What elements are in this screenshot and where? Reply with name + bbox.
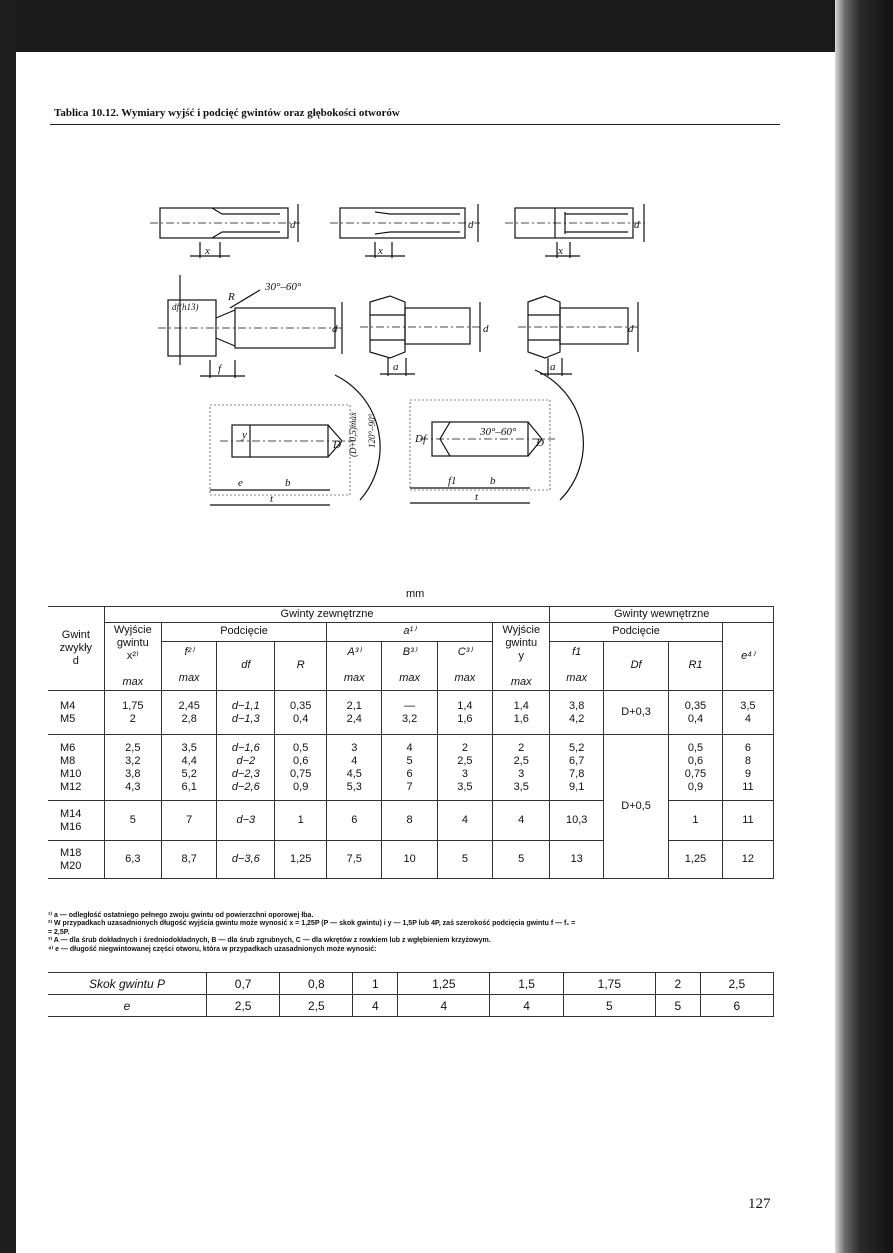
cell-f1: 3,8 4,2 — [550, 691, 604, 735]
cell-C: 5 — [437, 841, 492, 879]
label-a-1: a — [393, 361, 399, 373]
cell-d: M6 M8 M10 M12 — [48, 735, 104, 801]
cell-R1: 0,35 0,4 — [669, 691, 723, 735]
label-b-2: b — [490, 475, 496, 487]
unit-label: mm — [406, 588, 425, 600]
pitch-row-e — [48, 995, 774, 1017]
header-podciecie-int: Podcięcie — [550, 623, 722, 642]
label-d-5: d — [483, 323, 489, 335]
cell-R: 0,35 0,4 — [275, 691, 327, 735]
pitch-cell: 4 — [398, 995, 490, 1017]
cell-e: 11 — [722, 801, 773, 841]
dimensions-table — [48, 606, 774, 879]
pitch-cell: 2,5 — [700, 973, 773, 995]
cell-e: 6 8 9 11 — [722, 735, 773, 801]
label-t-2: t — [475, 491, 479, 503]
pitch-cell: 4 — [490, 995, 563, 1017]
label-b-1: b — [285, 477, 291, 489]
cell-B: — 3,2 — [382, 691, 437, 735]
label-y: y — [242, 429, 247, 441]
cell-e: 3,5 4 — [722, 691, 773, 735]
header-external: Gwinty zewnętrzne — [104, 607, 550, 623]
header-B: B³⁾ max — [382, 641, 437, 690]
header-podciecie-ext: Podcięcie — [161, 623, 326, 642]
label-f1: f1 — [448, 475, 457, 487]
cell-df: d−1,6 d−2 d−2,3 d−2,6 — [217, 735, 275, 801]
label-df: df(h13) — [172, 302, 199, 312]
pitch-cell: 0,8 — [280, 973, 353, 995]
pitch-cell: 1,75 — [563, 973, 655, 995]
header-f: f²⁾ max — [161, 641, 216, 690]
cell-R: 1,25 — [275, 841, 327, 879]
label-angle120-1: 120°–90° — [367, 413, 377, 448]
hex-bolt-3 — [518, 296, 640, 376]
cell-f: 8,7 — [161, 841, 216, 879]
header-C: C³⁾ max — [437, 641, 492, 690]
header-a: a¹⁾ — [327, 623, 493, 642]
cell-df: d−3,6 — [217, 841, 275, 879]
cell-e: 12 — [722, 841, 773, 879]
pitch-cell: 1,5 — [490, 973, 563, 995]
cell-y: 1,4 1,6 — [493, 691, 550, 735]
label-d-1: d — [290, 219, 296, 231]
cell-x: 2,5 3,2 3,8 4,3 — [104, 735, 161, 801]
footnote-1: ¹⁾ a — odległość ostatniego pełnego zwoju gwintu od powierzchni oporowej łba. — [48, 912, 314, 919]
footnote-2: ²⁾ W przypadkach uzasadnionych długość wyjścia gwintu może wynosić x = 1,25P (P — skok gwintu) i y — 1,5P lub 4P, zaś szerokość podcięcia gwintu f — f₁ = — [48, 920, 576, 928]
header-e: e⁴⁾ — [722, 623, 773, 691]
pitch-cell: 5 — [563, 995, 655, 1017]
hex-bolt-2 — [360, 296, 480, 376]
cell-Df-first: D+0,3 — [604, 691, 669, 735]
pitch-cell: 2,5 — [280, 995, 353, 1017]
scan-border-right — [835, 0, 893, 1253]
cell-d: M18 M20 — [48, 841, 104, 879]
pitch-label-e: e — [48, 995, 207, 1017]
pitch-cell: 0,7 — [207, 973, 280, 995]
pitch-row-P — [48, 973, 774, 995]
cell-x: 6,3 — [104, 841, 161, 879]
cell-A: 7,5 — [327, 841, 382, 879]
pitch-label-P: Skok gwintu P — [48, 973, 207, 995]
scan-border-top — [0, 0, 893, 52]
thread-drawings — [150, 190, 650, 530]
bolt-runout-2 — [330, 204, 480, 258]
cell-R1: 1,25 — [669, 841, 723, 879]
label-angle-1: 30°–60° — [265, 281, 302, 293]
cell-f1: 13 — [550, 841, 604, 879]
label-f: f — [218, 363, 222, 375]
cell-R1: 1 — [669, 801, 723, 841]
pitch-cell: 4 — [353, 995, 398, 1017]
label-d-4: d — [332, 323, 338, 335]
title-rule — [50, 124, 780, 125]
footnote-3: ³⁾ A — dla śrub dokładnych i średniodokładnych, B — dla śrub zgrubnych, C — dla wkrętów z rowkiem lub z wgłębieniem krzyżowym. — [48, 937, 491, 945]
header-A: A³⁾ max — [327, 641, 382, 690]
bolt-runout-1 — [150, 204, 300, 258]
page-number: 127 — [748, 1196, 771, 1212]
header-wyjscie-ext: Wyjście gwintu x²⁾ max — [104, 623, 161, 691]
pitch-cell: 5 — [655, 995, 700, 1017]
label-d-2: d — [468, 219, 474, 231]
label-d-3: d — [634, 219, 640, 231]
pitch-cell: 2 — [655, 973, 700, 995]
label-x-1: x — [205, 245, 210, 257]
footnotes — [48, 912, 778, 954]
cell-A: 6 — [327, 801, 382, 841]
bolt-runout-3 — [505, 204, 645, 258]
header-gwint: Gwint zwykły d — [48, 607, 104, 691]
cell-B: 4 5 6 7 — [382, 735, 437, 801]
label-Df: Df — [415, 433, 426, 445]
pitch-cell: 1 — [353, 973, 398, 995]
pitch-table — [48, 972, 774, 1017]
cell-y: 5 — [493, 841, 550, 879]
cell-y: 4 — [493, 801, 550, 841]
header-internal: Gwinty wewnętrzne — [550, 607, 774, 623]
page-title: Tablica 10.12. Wymiary wyjść i podcięć gwintów oraz głębokości otworów — [54, 107, 400, 119]
label-x-2: x — [378, 245, 383, 257]
cell-df: d−1,1 d−1,3 — [217, 691, 275, 735]
header-wyjscie-int: Wyjście gwintu y max — [493, 623, 550, 691]
cell-R1: 0,5 0,6 0,75 0,9 — [669, 735, 723, 801]
cell-C: 2 2,5 3 3,5 — [437, 735, 492, 801]
cell-A: 3 4 4,5 5,3 — [327, 735, 382, 801]
cell-C: 1,4 1,6 — [437, 691, 492, 735]
scan-border-left — [0, 0, 16, 1253]
cell-df: d−3 — [217, 801, 275, 841]
cell-R: 1 — [275, 801, 327, 841]
cell-f: 2,45 2,8 — [161, 691, 216, 735]
cell-d: M14 M16 — [48, 801, 104, 841]
label-d-6: d — [628, 323, 634, 335]
label-angle-2: 30°–60° — [480, 426, 517, 438]
header-R1: R1 — [669, 641, 723, 690]
label-a-2: a — [550, 361, 556, 373]
label-t-1: t — [270, 493, 274, 505]
label-x-3: x — [558, 245, 563, 257]
pitch-cell: 6 — [700, 995, 773, 1017]
label-R: R — [228, 291, 235, 303]
cell-B: 8 — [382, 801, 437, 841]
label-Dmax-1: (D+0,5)max — [348, 412, 358, 457]
cell-x: 5 — [104, 801, 161, 841]
table-row — [48, 735, 774, 801]
cell-y: 2 2,5 3 3,5 — [493, 735, 550, 801]
pitch-cell: 2,5 — [207, 995, 280, 1017]
cell-A: 2,1 2,4 — [327, 691, 382, 735]
cell-C: 4 — [437, 801, 492, 841]
header-R: R — [275, 641, 327, 690]
table-row — [48, 691, 774, 735]
cell-f: 3,5 4,4 5,2 6,1 — [161, 735, 216, 801]
cell-f1: 10,3 — [550, 801, 604, 841]
hex-bolt-undercut — [158, 275, 345, 378]
cell-f1: 5,2 6,7 7,8 9,1 — [550, 735, 604, 801]
cell-R: 0,5 0,6 0,75 0,9 — [275, 735, 327, 801]
label-e: e — [238, 477, 243, 489]
cell-d: M4 M5 — [48, 691, 104, 735]
header-Df: Df — [604, 641, 669, 690]
label-D-1: D — [333, 439, 341, 451]
cell-Df-rest: D+0,5 — [604, 735, 669, 879]
header-f1: f1 max — [550, 641, 604, 690]
cell-f: 7 — [161, 801, 216, 841]
cell-B: 10 — [382, 841, 437, 879]
label-D-2: D — [536, 437, 544, 449]
footnote-2-cont: = 2,5P. — [48, 928, 70, 936]
footnote-4: ⁴⁾ e — długość niegwintowanej części otworu, która w przypadkach uzasadnionych może wynosić: — [48, 945, 377, 953]
pitch-cell: 1,25 — [398, 973, 490, 995]
cell-x: 1,75 2 — [104, 691, 161, 735]
header-df: df — [217, 641, 275, 690]
